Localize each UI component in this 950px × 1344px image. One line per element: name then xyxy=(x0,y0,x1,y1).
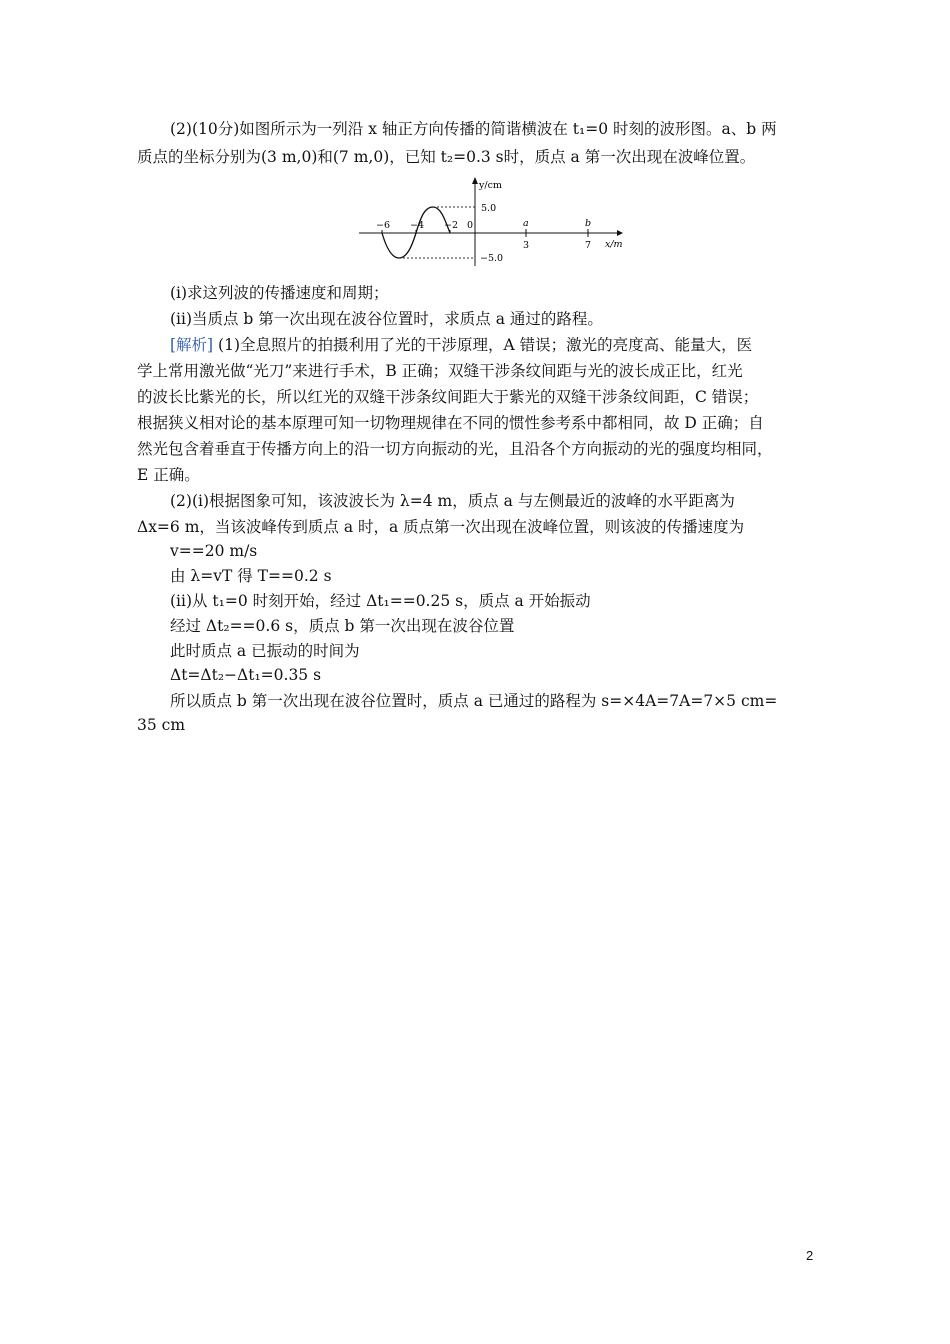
x-axis-arrow xyxy=(617,230,623,236)
analysis-paragraph-1-line-4: 根据狭义相对论的基本原理可知一切物理规律在不同的惯性参考系中都相同，故 D 正确；自 xyxy=(137,414,764,432)
x-tick-label-minus-2: −2 xyxy=(444,220,459,231)
analysis-paragraph-2-line-9: 所以质点 b 第一次出现在波谷位置时，质点 a 已通过的路程为 s=×4A=7A=7×5 cm= xyxy=(170,692,778,710)
point-b-label: b xyxy=(585,218,592,229)
x-tick-label-minus-6: −6 xyxy=(376,220,391,231)
x-tick-label-3: 3 xyxy=(523,240,530,251)
analysis-paragraph-1-line-3: 的波长比紫光的长，所以红光的双缝干涉条纹间距大于紫光的双缝干涉条纹间距，C 错误； xyxy=(137,388,759,406)
y-tick-5: 5.0 xyxy=(481,203,497,214)
x-tick-label-7: 7 xyxy=(585,240,592,251)
analysis-paragraph-2-line-8: Δt=Δt₂−Δt₁=0.35 s xyxy=(170,666,322,684)
analysis-paragraph-2-line-7: 此时质点 a 已振动的时间为 xyxy=(170,642,360,660)
analysis-paragraph-1-line-1 xyxy=(170,334,850,356)
y-axis-label: y/cm xyxy=(479,180,502,191)
analysis-paragraph-1-line-5: 然光包含着垂直于传播方向上的沿一切方向振动的光，且沿各个方向振动的光的强度均相同， xyxy=(137,440,773,458)
question-stem-line-2: 质点的坐标分别为(3 m,0)和(7 m,0)，已知 t₂=0.3 s时，质点 a 第一次出现在波峰位置。 xyxy=(137,148,756,166)
wave-graph xyxy=(355,176,635,268)
analysis-paragraph-2-line-1: (2)(ⅰ)根据图象可知，该波波长为 λ=4 m，质点 a 与左侧最近的波峰的水平距离为 xyxy=(170,492,735,510)
analysis-paragraph-1-line-2: 学上常用激光做“光刀”来进行手术，B 正确；双缝干涉条纹间距与光的波长成正比，红光 xyxy=(137,362,743,380)
analysis-paragraph-2-line-3: v==20 m/s xyxy=(170,542,258,560)
question-stem-line-1: (2)(10分)如图所示为一列沿 x 轴正方向传播的简谐横波在 t₁=0 时刻的波形图。a、b 两 xyxy=(170,120,777,138)
y-axis-arrow xyxy=(472,177,478,184)
analysis-paragraph-2-line-2: Δx=6 m，当该波峰传到质点 a 时，a 质点第一次出现在波峰位置，则该波的传播速度为 xyxy=(137,518,745,536)
wave-figure xyxy=(355,176,635,268)
analysis-paragraph-2-line-5: (ⅱ)从 t₁=0 时刻开始，经过 Δt₁==0.25 s，质点 a 开始振动 xyxy=(170,592,591,610)
page-number: 2 xyxy=(806,1248,814,1263)
analysis-tag: [解析] xyxy=(170,336,214,354)
analysis-paragraph-2-line-6: 经过 Δt₂==0.6 s，质点 b 第一次出现在波谷位置 xyxy=(170,617,515,635)
point-a-label: a xyxy=(523,218,529,229)
x-axis-label: x/m xyxy=(605,239,623,250)
analysis-paragraph-2-line-4: 由 λ=vT 得 T==0.2 s xyxy=(170,567,332,585)
analysis-p1-line1-text: (1)全息照片的拍摄利用了光的干涉原理，A 错误；激光的亮度高、能量大，医 xyxy=(218,336,753,354)
question-part-2: (ⅱ)当质点 b 第一次出现在波谷位置时，求质点 a 通过的路程。 xyxy=(170,310,603,328)
question-part-1: (ⅰ)求这列波的传播速度和周期； xyxy=(170,284,389,302)
analysis-paragraph-2-line-10: 35 cm xyxy=(137,716,186,734)
analysis-paragraph-1-line-6: E 正确。 xyxy=(137,466,200,484)
x-tick-label-0: 0 xyxy=(467,220,474,231)
y-tick-minus-5: −5.0 xyxy=(480,253,504,264)
x-tick-label-minus-4: −4 xyxy=(410,220,425,231)
